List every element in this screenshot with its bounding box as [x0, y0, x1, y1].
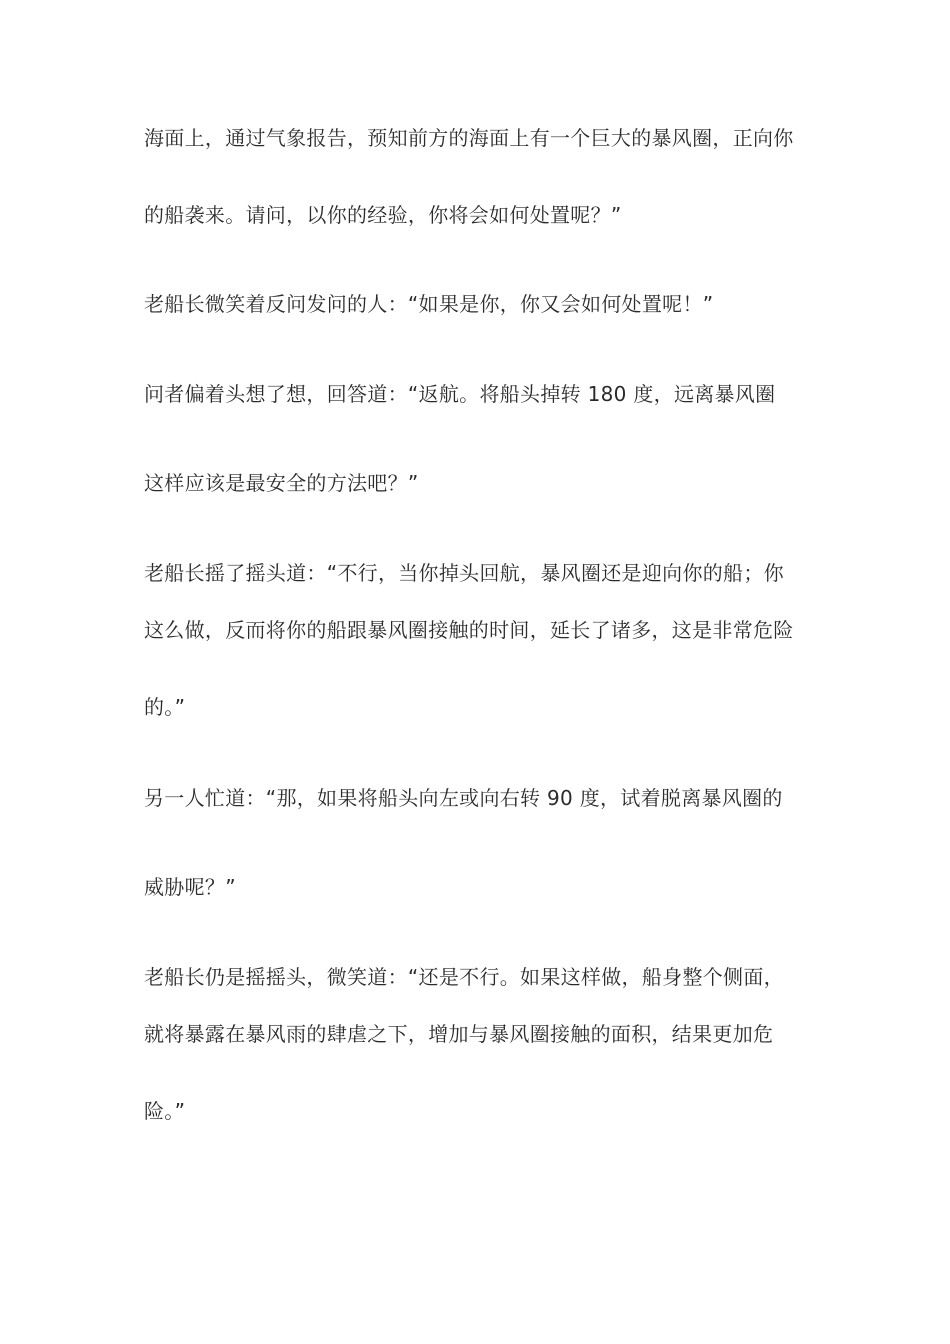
text-line: 老船长摇了摇头道：“不行，当你掉头回航，暴风圈还是迎向你的船；你: [144, 561, 784, 585]
text-line: 问者偏着头想了想，回答道：“返航。将船头掉转 180 度，远离暴风圈: [144, 382, 776, 406]
text-line: 另一人忙道：“那，如果将船头向左或向右转 90 度，试着脱离暴风圈的: [144, 786, 783, 810]
text-line: 这么做，反而将你的船跟暴风圈接触的时间，延长了诸多，这是非常危险: [144, 618, 794, 642]
text-line: 的船袭来。请问，以你的经验，你将会如何处置呢？”: [144, 203, 622, 227]
text-line: 的。”: [144, 695, 186, 719]
text-line: 老船长微笑着反问发问的人：“如果是你，你又会如何处置呢！”: [144, 292, 714, 316]
text-line: 威胁呢？”: [144, 875, 236, 899]
text-line: 这样应该是最安全的方法吧？”: [144, 471, 419, 495]
text-line: 就将暴露在暴风雨的肆虐之下，增加与暴风圈接触的面积，结果更加危: [144, 1022, 774, 1046]
text-line: 海面上，通过气象报告，预知前方的海面上有一个巨大的暴风圈，正向你: [144, 126, 794, 150]
text-line: 险。”: [144, 1099, 186, 1123]
text-line: 老船长仍是摇摇头，微笑道：“还是不行。如果这样做，船身整个侧面，: [144, 965, 784, 989]
